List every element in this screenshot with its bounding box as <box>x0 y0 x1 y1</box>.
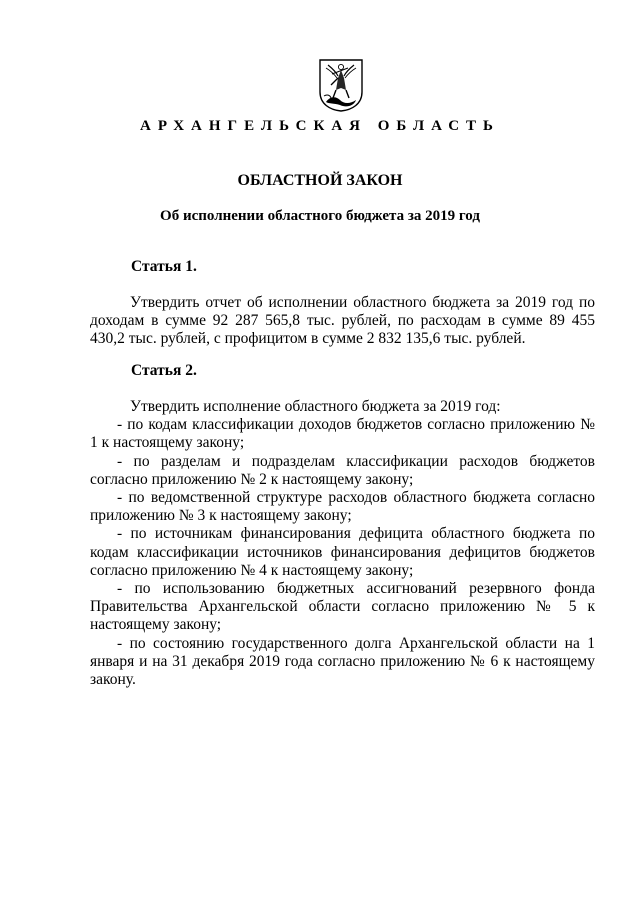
article-2-heading: Статья 2. <box>131 362 197 379</box>
law-title: Об исполнении областного бюджета за 2019 год <box>160 208 480 224</box>
article-2-intro: Утвердить исполнение областного бюджета за 2019 год: <box>130 398 501 415</box>
list-item: - по состоянию государственного долга Архангельской области на 1 января и на 31 декабря 2019 года согласно приложению № 6 к настоящему закону. <box>90 634 595 689</box>
list-item: - по ведомственной структуре расходов областного бюджета согласно приложению № 3 к настоящему закону; <box>90 489 595 525</box>
article-1-text: Утвердить отчет об исполнении областного бюджета за 2019 год по доходам в сумме 92 287 565,8 тыс. рублей, по расходам в сумме 89 455 430,2 тыс. рублей, с профицитом в сумме 2 832 135,6 тыс. рублей. <box>90 294 595 348</box>
list-item: - по использованию бюджетных ассигнований резервного фонда Правительства Архангельской области согласно приложению № 5 к настоящему закону; <box>90 580 595 634</box>
list-item: - по источникам финансирования дефицита областного бюджета по кодам классификации источников финансирования дефицитов бюджетов согласно приложению № 4 к настоящему закону; <box>90 525 595 579</box>
arkhangelsk-coat-of-arms-icon <box>318 58 364 112</box>
law-type-heading: ОБЛАСТНОЙ ЗАКОН <box>237 172 403 189</box>
region-name: АРХАНГЕЛЬСКАЯ ОБЛАСТЬ <box>140 118 500 134</box>
article-2-body <box>90 398 595 689</box>
list-item: - по кодам классификации доходов бюджетов согласно приложению № 1 к настоящему закону; <box>90 416 595 452</box>
list-item: - по разделам и подразделам классификации расходов бюджетов согласно приложению № 2 к настоящему закону; <box>90 452 595 488</box>
article-1-heading: Статья 1. <box>131 258 197 275</box>
article-1-body <box>90 294 595 349</box>
